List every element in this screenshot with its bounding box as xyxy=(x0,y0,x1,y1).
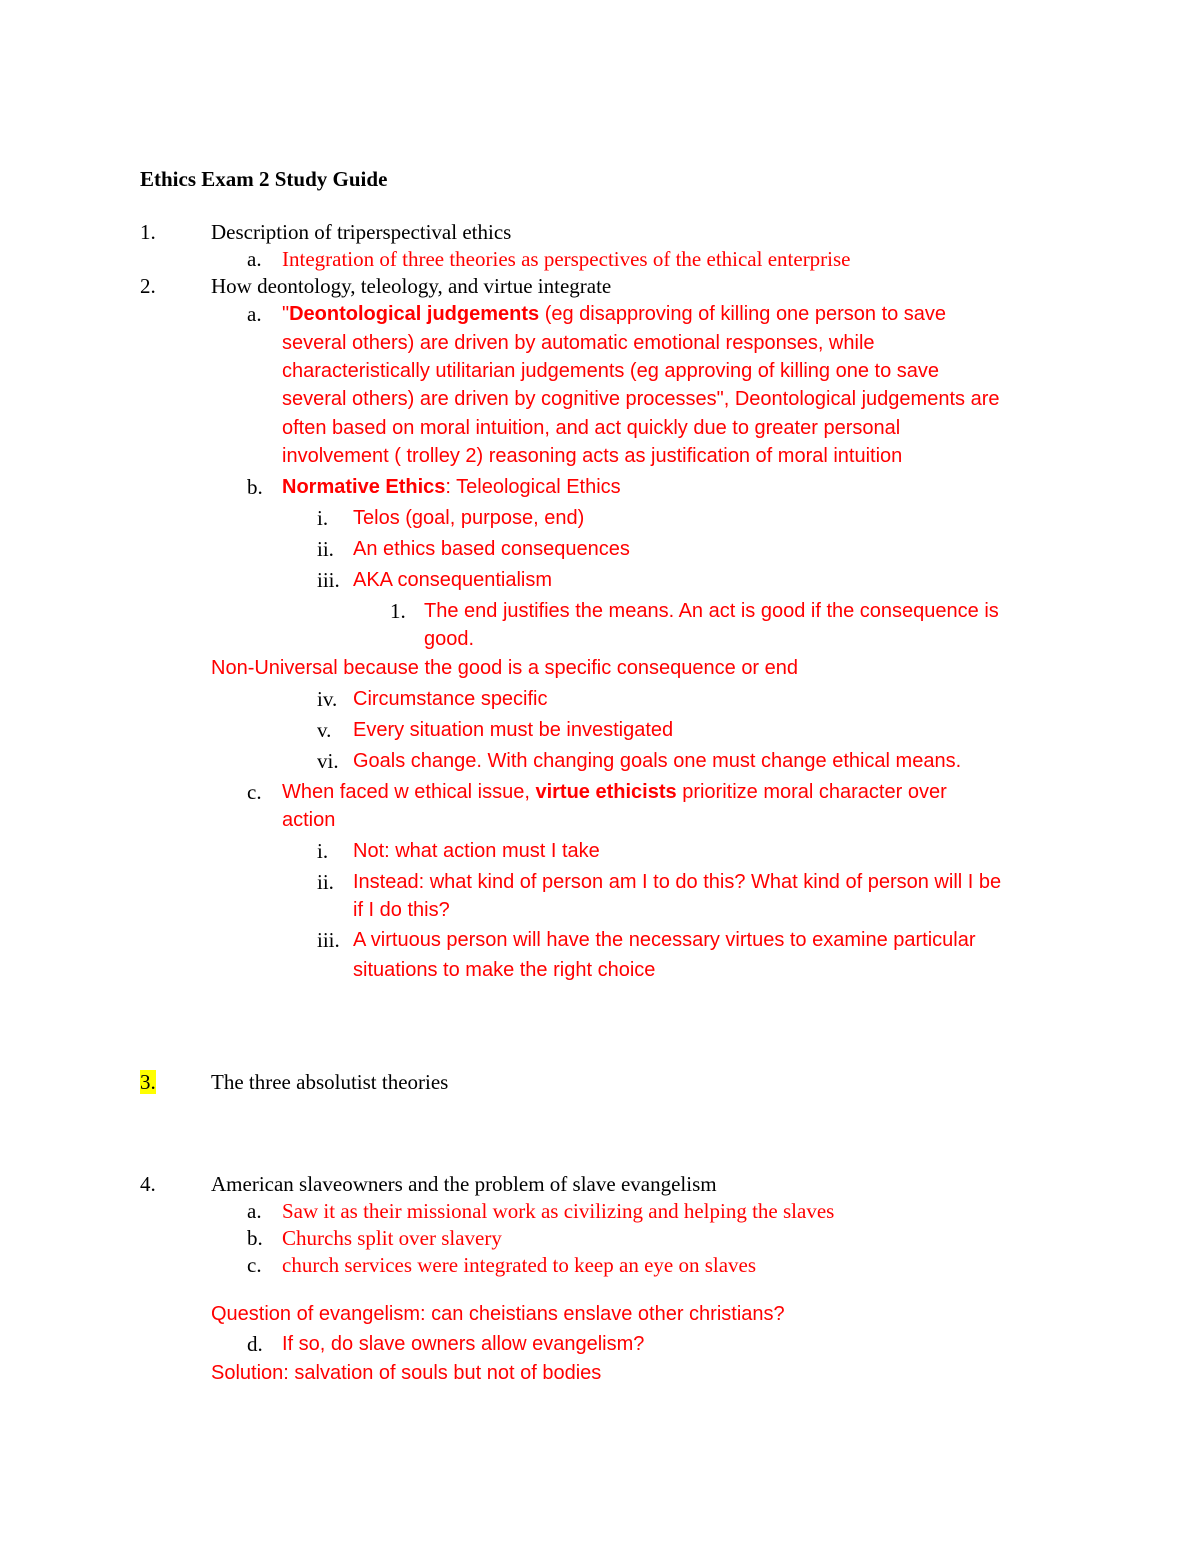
q2-b-iv-marker: iv. xyxy=(317,687,338,711)
q2-b-ii-marker: ii. xyxy=(317,537,334,561)
q2-a-line4: several others) are driven by cognitive processes", Deontological judgements are xyxy=(282,388,1000,410)
q4-d-marker: d. xyxy=(247,1332,263,1356)
q1-text: Description of triperspectival ethics xyxy=(211,220,512,244)
q2-b-vi-marker: vi. xyxy=(317,749,339,773)
q4-b-text: Churchs split over slavery xyxy=(282,1226,502,1250)
q2-a-line3: characteristically utilitarian judgements (eg approving of killing one to save xyxy=(282,360,940,382)
q4-a-text: Saw it as their missional work as civilizing and helping the slaves xyxy=(282,1199,835,1223)
q2-c-marker: c. xyxy=(247,780,262,804)
q4-a-marker: a. xyxy=(247,1199,262,1223)
q2-c-bold-term: virtue ethicists xyxy=(535,781,677,803)
q2-b-iii-marker: iii. xyxy=(317,568,340,592)
q2-b-i-text: Telos (goal, purpose, end) xyxy=(353,507,585,529)
q3-text: The three absolutist theories xyxy=(211,1070,449,1094)
q2-c-ii-line1: Instead: what kind of person am I to do this? What kind of person will I be xyxy=(353,871,1002,893)
q1-number: 1. xyxy=(140,220,156,244)
document-title: Ethics Exam 2 Study Guide xyxy=(140,167,388,191)
q2-c-line1 xyxy=(282,782,947,802)
q2-b-vi-text: Goals change. With changing goals one must change ethical means. xyxy=(353,750,962,772)
q2-b-ii-text: An ethics based consequences xyxy=(353,538,630,560)
q2-c-ii-line2: if I do this? xyxy=(353,899,450,921)
q4-text: American slaveowners and the problem of slave evangelism xyxy=(211,1172,717,1196)
q2-a-line5: often based on moral intuition, and act quickly due to greater personal xyxy=(282,417,901,439)
q2-c-iii-marker: iii. xyxy=(317,928,340,952)
q2-c-i-text: Not: what action must I take xyxy=(353,840,600,862)
q4-d-text: If so, do slave owners allow evangelism? xyxy=(282,1333,645,1355)
q2-b-rest: : Teleological Ethics xyxy=(445,476,621,498)
q2-c-i-marker: i. xyxy=(317,839,329,863)
q2-c-line2: action xyxy=(282,809,336,831)
q2-b-marker: b. xyxy=(247,475,263,499)
q3-number xyxy=(140,1072,156,1093)
q2-b-text xyxy=(282,477,621,497)
q2-a-line1 xyxy=(282,304,946,324)
q2-a-marker: a. xyxy=(247,302,262,326)
q2-b-iii-1-marker: 1. xyxy=(390,599,406,623)
q2-b-iii-text: AKA consequentialism xyxy=(353,569,553,591)
non-universal-note: Non-Universal because the good is a specific consequence or end xyxy=(211,657,799,679)
q2-b-bold-term: Normative Ethics xyxy=(282,476,446,498)
q2-number: 2. xyxy=(140,274,156,298)
q2-c-iii-line1: A virtuous person will have the necessary virtues to examine particular xyxy=(353,929,976,951)
q2-c-ii-marker: ii. xyxy=(317,870,334,894)
q2-a-line6: involvement ( trolley 2) reasoning acts as justification of moral intuition xyxy=(282,445,903,467)
q1-a-marker: a. xyxy=(247,247,262,271)
q2-b-i-marker: i. xyxy=(317,506,329,530)
q2-b-iv-text: Circumstance specific xyxy=(353,688,548,710)
q2-a-line1-rest: (eg disapproving of killing one person to save xyxy=(539,303,947,325)
q4-c-text: church services were integrated to keep an eye on slaves xyxy=(282,1253,757,1277)
q2-c-post: prioritize moral character over xyxy=(676,781,947,803)
q4-c-marker: c. xyxy=(247,1253,262,1277)
q2-c-pre: When faced w ethical issue, xyxy=(282,781,536,803)
q2-b-v-marker: v. xyxy=(317,718,332,742)
q2-a-bold-term: Deontological judgements xyxy=(289,303,540,325)
solution-note: Solution: salvation of souls but not of bodies xyxy=(211,1362,602,1384)
q2-text: How deontology, teleology, and virtue integrate xyxy=(211,274,612,298)
q1-a-text: Integration of three theories as perspectives of the ethical enterprise xyxy=(282,247,851,271)
q4-number: 4. xyxy=(140,1172,156,1196)
q2-b-iii-1-line1: The end justifies the means. An act is good if the consequence is xyxy=(424,600,999,622)
q2-b-iii-1-line2: good. xyxy=(424,628,475,650)
q2-a-line2: several others) are driven by automatic emotional responses, while xyxy=(282,332,875,354)
q2-b-v-text: Every situation must be investigated xyxy=(353,719,674,741)
q2-c-iii-line2: situations to make the right choice xyxy=(353,959,656,981)
q2-a-quote: " xyxy=(282,303,290,325)
q3-number-highlight: 3. xyxy=(140,1070,156,1094)
q4-b-marker: b. xyxy=(247,1226,263,1250)
evangelism-question: Question of evangelism: can cheistians enslave other christians? xyxy=(211,1303,785,1325)
